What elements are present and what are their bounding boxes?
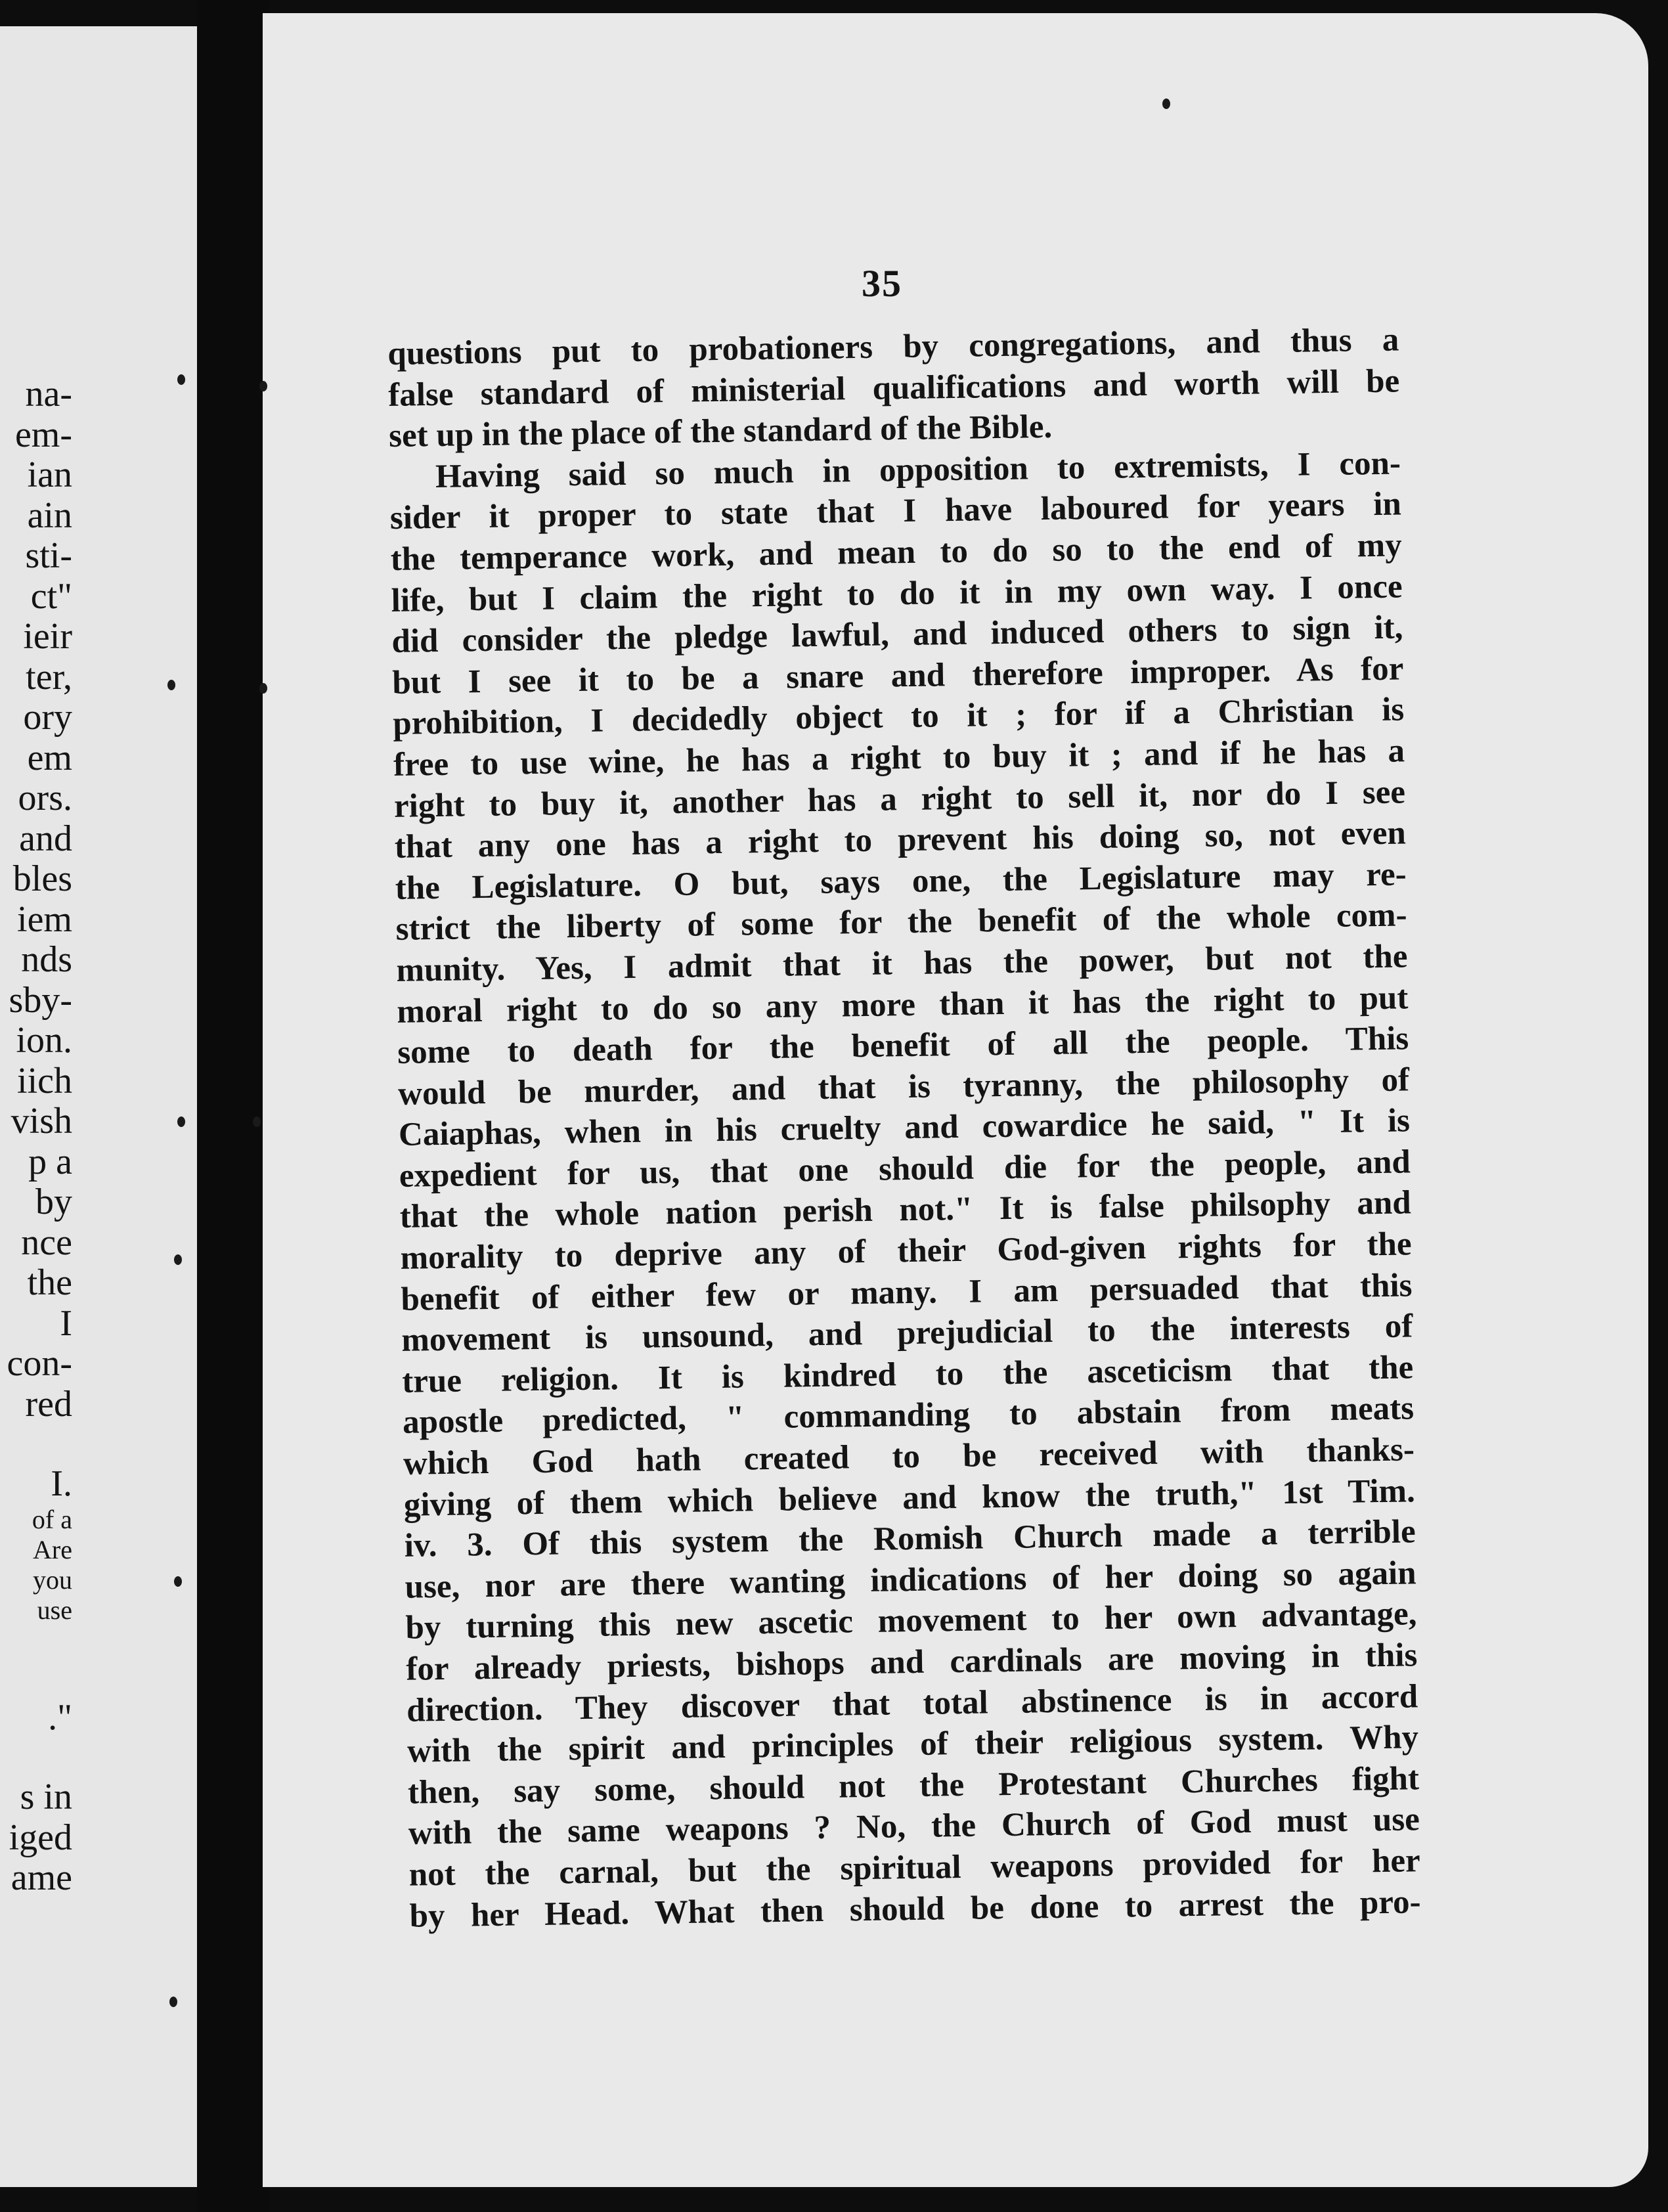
text-line: which God hath created to be received with thanks- [403, 1431, 1415, 1482]
text-line: Caiaphas, when in his cruelty and cowardice he said, " It is [398, 1102, 1411, 1154]
text-line: prohibition, I decidedly object to it ; for if a Christian is [392, 691, 1405, 743]
left-fragment: em [27, 737, 72, 778]
binding-hole [174, 1254, 182, 1265]
text-line: true religion. It is kindred to the asceticism that the [401, 1349, 1414, 1400]
left-facing-page [0, 26, 197, 2187]
left-fragment: ame [11, 1857, 72, 1898]
text-line: giving of them which believe and know the truth," 1st Tim. [403, 1472, 1416, 1524]
text-line: with the spirit and principles of their religious system. Why [406, 1719, 1419, 1770]
binding-hole [169, 1997, 177, 2007]
left-fragment: iich [17, 1060, 72, 1101]
text-line: apostle predicted, " commanding to abstain from meats [402, 1390, 1415, 1442]
left-fragment: by [35, 1182, 72, 1222]
text-line: sider it proper to state that I have laboured for years in [389, 485, 1402, 537]
binding-hole [259, 381, 267, 391]
left-fragment: you [33, 1564, 72, 1595]
left-fragment: ." [48, 1696, 72, 1738]
text-line: by her Head. What then should be done to arrest the pro- [409, 1883, 1421, 1935]
binding-hole [253, 1117, 261, 1127]
left-fragment: iem [17, 898, 72, 940]
left-fragment: ian [27, 454, 72, 495]
text-line: munity. Yes, I admit that it has the power, but not the [396, 938, 1408, 989]
left-fragment: red [25, 1383, 72, 1425]
left-fragment: I [60, 1302, 72, 1344]
text-line: did consider the pledge lawful, and induced others to sign it, [391, 609, 1403, 661]
text-line: would be murder, and that is tyranny, the philosophy of [397, 1061, 1410, 1113]
text-line: set up in the place of the standard of the Bible. [388, 409, 1053, 455]
text-line: for already priests, bishops and cardinals are moving in this [406, 1637, 1418, 1688]
text-line: Having said so much in opposition to extremists, I con- [435, 445, 1401, 495]
left-fragment: and [19, 818, 72, 859]
text-line: life, but I claim the right to do it in my own way. I once [391, 568, 1403, 619]
text-line: with the same weapons ? No, the Church of God must use [408, 1801, 1420, 1853]
book-gutter [197, 0, 269, 2212]
text-line: that any one has a right to prevent his doing so, not even [394, 814, 1407, 866]
left-fragment: of a [32, 1504, 72, 1534]
left-fragment: ct" [30, 575, 72, 617]
text-line: but I see it to be a snare and therefore improper. As for [392, 650, 1404, 701]
left-fragment: p a [28, 1141, 72, 1182]
text-line: expedient for us, that one should die for the people, and [399, 1143, 1411, 1195]
left-fragment: ory [23, 697, 72, 738]
left-fragment: na- [25, 374, 72, 414]
text-line: free to use wine, he has a right to buy it ; and if he has a [393, 732, 1405, 784]
left-fragment: the [27, 1262, 72, 1303]
text-line: questions put to probationers by congregations, and thus a [387, 321, 1399, 372]
left-fragment: Are [33, 1534, 72, 1564]
binding-hole [167, 680, 175, 690]
left-fragment: use [37, 1595, 72, 1625]
text-line: some to death for the benefit of all the people. This [397, 1020, 1409, 1071]
text-line: iv. 3. Of this system the Romish Church made a terrible [404, 1513, 1416, 1565]
left-fragment: sti- [25, 535, 72, 576]
text-line: by turning this new ascetic movement to her own advantage, [405, 1595, 1417, 1647]
paper-speck [1162, 99, 1170, 109]
text-line: direction. They discover that total abstinence is in accord [406, 1677, 1418, 1729]
body-text [387, 319, 1421, 1936]
text-line: right to buy it, another has a right to sell it, nor do I see [393, 773, 1406, 825]
text-line: then, say some, should not the Protestant Churches fight [407, 1760, 1420, 1811]
text-line: false standard of ministerial qualifications and worth will be [387, 363, 1400, 414]
binding-hole [177, 1117, 185, 1127]
text-line: benefit of either few or many. I am persuaded that this [401, 1267, 1413, 1318]
text-line: movement is unsound, and prejudicial to the interests of [401, 1308, 1413, 1360]
binding-hole [177, 374, 185, 385]
page-number: 35 [862, 262, 902, 305]
left-fragment: nce [21, 1222, 72, 1263]
binding-hole [259, 683, 267, 694]
text-line: moral right to do so any more than it has the right to put [397, 979, 1409, 1030]
left-fragment: ter, [26, 656, 72, 697]
left-fragment: s in [20, 1777, 72, 1817]
left-fragment: iged [9, 1817, 72, 1858]
left-fragment: bles [12, 858, 72, 899]
left-page-text-fragments [0, 374, 72, 1899]
left-fragment: ieir [23, 616, 72, 657]
left-fragment: ion. [16, 1020, 72, 1061]
text-line: the Legislature. O but, says one, the Legislature may re- [395, 856, 1407, 907]
left-fragment: sby- [9, 979, 72, 1021]
left-fragment: nds [21, 939, 72, 980]
left-fragment: ain [27, 495, 72, 536]
text-line: morality to deprive any of their God-given rights for the [400, 1226, 1412, 1277]
left-fragment: vish [11, 1101, 72, 1141]
text-line: that the whole nation perish not." It is false philsophy and [399, 1184, 1412, 1236]
left-fragment: em- [14, 414, 72, 455]
left-fragment: I. [51, 1463, 72, 1504]
text-line: use, nor are there wanting indications of her doing so again [405, 1555, 1416, 1606]
text-line: not the carnal, but the spiritual weapons provided for her [408, 1842, 1421, 1893]
left-fragment: ors. [18, 778, 72, 818]
binding-hole [174, 1576, 182, 1587]
left-fragment: con- [7, 1343, 72, 1384]
text-line: the temperance work, and mean to do so to the end of my [390, 527, 1403, 578]
text-line: strict the liberty of some for the benefit of the whole com- [395, 896, 1407, 948]
